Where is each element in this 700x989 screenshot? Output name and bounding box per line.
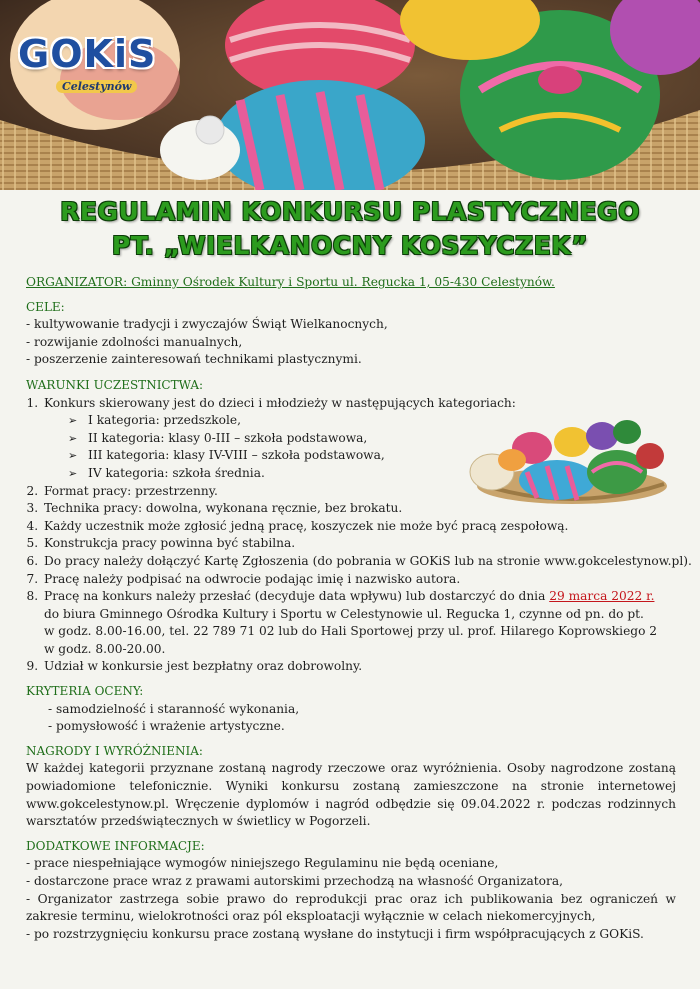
category-label: IV kategoria: szkoła średnia. bbox=[88, 465, 265, 480]
arrow-bullet-icon: ➢ bbox=[68, 466, 78, 480]
delivery-line: w godz. 8.00-20.00. bbox=[44, 641, 166, 656]
arrow-bullet-icon: ➢ bbox=[68, 414, 78, 428]
logo-text: GOKiS bbox=[18, 32, 157, 76]
condition-item: 9. Udział w konkursie jest bezpłatny oraz dobrowolny. bbox=[42, 658, 676, 676]
delivery-line: w godz. 8.00-16.00, tel. 22 789 71 02 lub do Hali Sportowej przy ul. prof. Hilarego Koprowskiego 2 bbox=[44, 624, 658, 639]
awards-heading: NAGRODY I WYRÓŻNIENIA: bbox=[26, 743, 203, 758]
conditions-list bbox=[26, 395, 692, 677]
additional-item: - dostarczone prace wraz z prawami autorskimi przechodzą na własność Organizatora, bbox=[26, 874, 563, 888]
goals-heading: CELE: bbox=[26, 299, 65, 314]
organizer-line: ORGANIZATOR: Gminny Ośrodek Kultury i Sportu ul. Regucka 1, 05-430 Celestynów. bbox=[26, 275, 555, 289]
header-photo-easter-eggs bbox=[0, 0, 700, 190]
delivery-text: Pracę na konkurs należy przesłać (decyduje data wpływu) lub dostarczyć do dnia bbox=[44, 589, 550, 604]
delivery-line bbox=[44, 588, 676, 606]
additional-item: - po rozstrzygnięciu konkursu prace zostaną wysłane do instytucji i firm współpracujących z GOKiS. bbox=[26, 926, 644, 941]
title-line-2: PT. „WIELKANOCNY KOSZYCZEK” bbox=[111, 231, 589, 260]
awards-text: W każdej kategorii przyznane zostaną nagrody rzeczowe oraz wyróżnienia. Osoby nagrodzone zostaną powiadomione telefonicznie. Wyniki konkursu zostaną zamieszczone na stronie internetowej www.gokcelestynow.pl. Wręczenie dyplomów i nagród odbędzie się 09.04.2022 r. podczas rodzinnych warsztatów przedświątecznych w świetlicy w Pogorzeli. bbox=[26, 761, 676, 829]
condition-item bbox=[42, 588, 676, 658]
category-label: I kategoria: przedszkole, bbox=[88, 413, 242, 428]
gokis-logo bbox=[14, 30, 157, 100]
goal-item: - poszerzenie zainteresowań technikami plastycznymi. bbox=[26, 352, 362, 367]
goal-item: - kultywowanie tradycji i zwyczajów Świąt Wielkanocnych, bbox=[26, 317, 388, 332]
delivery-line: do biura Gminnego Ośrodka Kultury i Sportu w Celestynowie ul. Regucka 1, czynne od pn. do pt. bbox=[44, 606, 644, 621]
condition-item: 7. Pracę należy podpisać na odwrocie podając imię i nazwisko autora. bbox=[42, 571, 676, 589]
page-title bbox=[0, 195, 700, 263]
categories-list bbox=[44, 412, 676, 482]
additional-heading: DODATKOWE INFORMACJE: bbox=[26, 838, 205, 853]
condition-item bbox=[42, 395, 676, 483]
condition-item: 5. Konstrukcja pracy powinna być stabilna. bbox=[42, 535, 676, 553]
arrow-bullet-icon: ➢ bbox=[68, 431, 78, 445]
deadline-date: 29 marca 2022 r. bbox=[549, 589, 655, 604]
additional-item: - Organizator zastrzega sobie prawo do reprodukcji prac oraz ich publikowania bez ograniczeń w zakresie terminu, wielokrotności oraz pól eksploatacji wyłącznie w celach niekomercyjnych, bbox=[26, 891, 676, 924]
category-label: III kategoria: klasy IV-VIII – szkoła podstawowa, bbox=[88, 448, 385, 463]
condition-item: 2. Format pracy: przestrzenny. bbox=[42, 483, 676, 501]
criteria-item: - samodzielność i staranność wykonania, bbox=[48, 701, 300, 716]
title-line-1: REGULAMIN KONKURSU PLASTYCZNEGO bbox=[60, 197, 640, 226]
criteria-item: - pomysłowość i wrażenie artystyczne. bbox=[48, 719, 285, 734]
arrow-bullet-icon: ➢ bbox=[68, 449, 78, 463]
category-label: II kategoria: klasy 0-III – szkoła podstawowa, bbox=[88, 430, 368, 445]
category-item bbox=[68, 447, 676, 465]
category-item bbox=[68, 430, 676, 448]
category-item bbox=[68, 412, 676, 430]
condition-item: 6. Do pracy należy dołączyć Kartę Zgłoszenia (do pobrania w GOKiS lub na stronie www.gokcelestynow.pl). bbox=[42, 553, 676, 571]
criteria-heading: KRYTERIA OCENY: bbox=[26, 684, 144, 699]
additional-item: - prace niespełniające wymogów niniejszego Regulaminu nie będą oceniane, bbox=[26, 856, 499, 871]
condition-item: 4. Każdy uczestnik może zgłosić jedną pracę, koszyczek nie może być pracą zespołową. bbox=[42, 518, 676, 536]
condition-item: 3. Technika pracy: dowolna, wykonana ręcznie, bez brokatu. bbox=[42, 500, 676, 518]
logo-subtitle: Celestynów bbox=[56, 80, 137, 93]
goal-item: - rozwijanie zdolności manualnych, bbox=[26, 334, 243, 349]
regulations-body bbox=[26, 274, 692, 943]
conditions-heading: WARUNKI UCZESTNICTWA: bbox=[26, 377, 204, 392]
category-item bbox=[68, 465, 676, 483]
condition-text: Konkurs skierowany jest do dzieci i młodzieży w następujących kategoriach: bbox=[44, 395, 516, 410]
